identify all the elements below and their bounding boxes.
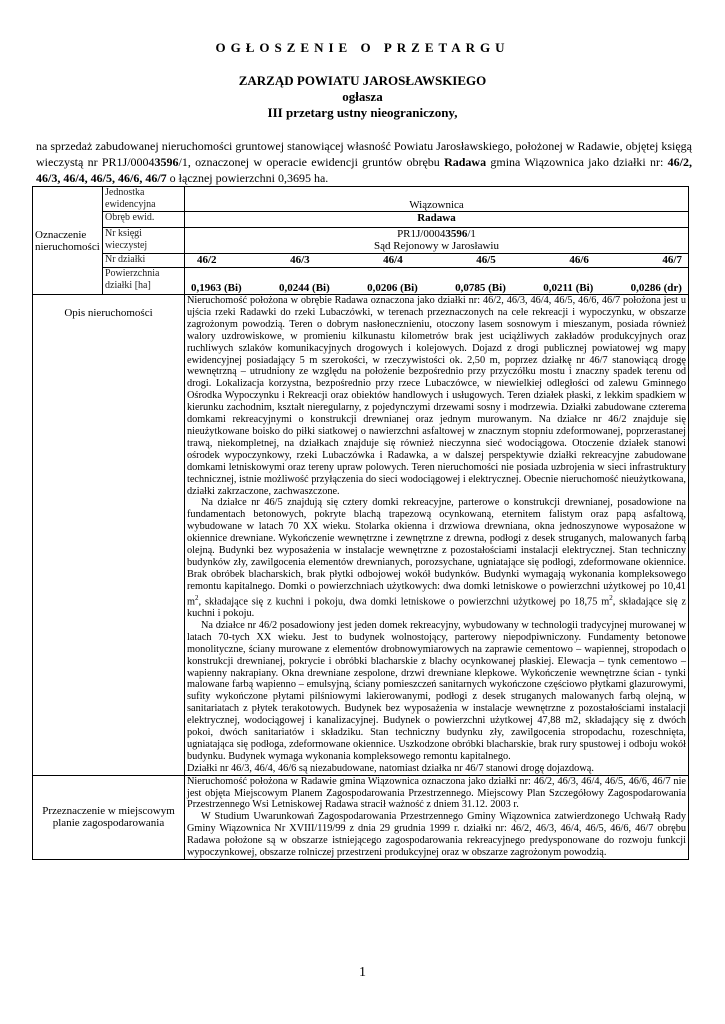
areas-list — [187, 282, 686, 294]
przezn-paragraph-1: Nieruchomość położona w Radawie gmina Wiązownica oznaczona jako działki nr: 46/2, 46/3, 46/4, 46/5, 46/6, 46/7 nie jest objęta Miejscowym Planem Zagospodarowania Przestrzennego. Miejscowy Plan Szczegółowy Zagospodarowania Przestrzennego Wsi Letniskowej Radawa stracił ważność z dniem 31.12. 2003 r. — [187, 775, 686, 811]
auction-type: III przetarg ustny nieograniczony, — [267, 105, 458, 120]
kw-value — [187, 228, 686, 240]
obreb-value: Radawa — [185, 212, 689, 228]
organization-name: ZARZĄD POWIATU JAROSŁAWSKIEGO — [238, 73, 487, 88]
plot-area: 0,0206 (Bi) — [367, 282, 418, 294]
plot-number: 46/3 — [290, 254, 310, 266]
kw-part-a: PR1J/0004 — [397, 228, 446, 240]
przeznaczenie-text — [185, 775, 689, 859]
plot-area: 0,0286 (dr) — [630, 282, 682, 294]
opis-text — [185, 295, 689, 776]
jednostka-value: Wiązownica — [185, 187, 689, 212]
jednostka-label: Jednostka ewidencyjna — [103, 187, 185, 212]
property-table — [32, 186, 689, 860]
table-row — [33, 212, 689, 228]
superscript: 2 — [195, 593, 199, 602]
intro-plots-bold: 46/2, 46/3, 46/4, 46/5, 46/6, 46/7 — [36, 155, 692, 185]
plot-number: 46/4 — [383, 254, 403, 266]
przeznaczenie-label: Przeznaczenie w miejscowym planie zagospodarowania — [33, 775, 185, 859]
page-number: 1 — [359, 965, 366, 980]
intro-paragraph — [36, 138, 692, 186]
plot-area: 0,1963 (Bi) — [191, 282, 242, 294]
opis-p2-part: Na działce nr 46/5 znajdują się cztery domki rekreacyjne, parterowe o konstrukcji drewnianej, posadowione na fundamentach betonowych, pokryte blachą trapezową ocynkowaną, eternitem falistym oraz papą asfaltową, wybudowane w latach 70 XX wieku. Stolarka okienna i drzwiowa drewniana, okna jednoszynowe wyposażone w okiennice drewniane. Wykończenie wewnętrzne i zewnętrzne z drewna, podłogi z desek struganych, malowanych farbą olejną. Budynki bez wyposażenia w instalacje wewnętrzne z pozostałościami instalacji elektrycznej. Stan techniczny budynków zły, zawilgocenia elementów drewnianych, porozsychane, ugniatające się podłogi, zdeformowane okiennice. Brak obróbek blacharskich, brak płytki odbojowej wokół budynków. Budynki wymagają wykonania kompleksowego remontu kapitalnego. Domki o powierzchniach użytkowych: dwa domki letniskowe o powierzchni użytkowej po 10,41 m — [187, 497, 686, 608]
announcement-title: OGŁOSZENIE O PRZETARGU — [215, 40, 510, 55]
opis-paragraph-1: Nieruchomość położona w obrębie Radawa oznaczona jako działki nr: 46/2, 46/3, 46/4, 46/5, 46/6, 46/7 położona jest u ujścia rzeki Radawki do rzeki Lubaczówki, w terenach przeznaczonych na cele rekreacji i wypoczynku, w obszarze zagrożonym powodzią. Teren o dobrym nasłonecznieniu, otoczony lasem sosnowym i mieszanym, posiada również walory uzdrowiskowe, w promieniu kilkunastu kilometrów brak jest uciążliwych zakładów produkcyjnych oraz ruchliwych szlaków komunikacyjnych drogowych i kolejowych. Dojazd z drogi publicznej powiatowej wg mapy ewidencyjnej posiadający 5 m szerokości, w rzeczywistości ok. 2,50 m, poprzez działkę nr 46/7 stanowiącą drogę wewnętrzną – utrudniony ze względu na położenie bezpośrednio przy przyczółku mostu i znaczny spadek terenu od drogi. Lokalizacja korzystna, bezpośrednio przy rzece Lubaczówce, w niewielkiej odległości od zalewu Gminnego Ośrodka Wypoczynku i Rekreacji oraz obiektów handlowych i usługowych. Teren działek płaski, z lekkim spadkiem w kierunku zachodnim, kształt nieregularny, z pojedynczymi drzewami sosny i modrzewia. Działki zabudowane czterema domkami rekreacyjnymi o konstrukcji drewnianej oraz jednym murowanym. Na działce nr 46/2 znajduje się nieużytkowane boisko do piłki siatkowej o nawierzchni asfaltowej w znacznym stopniu zdeformowanej, poprzerastanej trawą, niekompletnej, na działkach znajduje się również nieczynna sieć wodociągowa. Otoczenie działek stanowi ośrodek wypoczynkowy, rzeki Lubaczówka i Radawka, a w dalszej perspektywie działki rekreacyjne zabudowane domkami letniskowymi oraz tereny upraw polowych. Teren nieruchomości nie posiada uzbrojenia w sieci infrastruktury technicznej, istnie możliwość przyłączenia do sieci wodociągowej i elektrycznej. Obecnie nieruchomość nieużytkowana, działki zakrzaczone, zachwaszczone. — [187, 295, 686, 497]
intro-text-2: /1, oznaczonej w operacie ewidencji gruntów obrębu — [178, 155, 445, 169]
plot-number: 46/2 — [197, 254, 217, 266]
areas-cell — [185, 268, 689, 295]
plot-number: 46/7 — [662, 254, 682, 266]
plots-list — [187, 254, 686, 266]
plot-number: 46/5 — [476, 254, 496, 266]
oznaczenie-label: Oznaczenie nieruchomości — [33, 187, 103, 295]
intro-text-1: na sprzedaż zabudowanej nieruchomości gruntowej stanowiącej własność Powiatu Jarosławskiego, położonej w Radawie, objętej księgą wieczystą nr PR1J/0004 — [36, 139, 692, 169]
opis-paragraph-3: Na działce nr 46/2 posadowiony jest jeden domek rekreacyjny, wybudowany w technologii tradycyjnej murowanej w latach 70-tych XX wieku. Jest to budynek wolnostojący, parterowy niepodpiwniczony. Fundamenty betonowe monolityczne, ściany murowane z elementów drobnowymiarowych na zaprawie cementowo – wapiennej, stropodach o konstrukcji drewnianej, pokrycie i obróbki blacharskie z blachy ocynkowanej płaskiej. Elewacja – tynk cementowo – wapienny nakrapiany. Okna drewniane zespolone, drzwi drewniane klepkowe. Wykończenie wewnętrzne ścian - tynki malowane farbą wapienno – emulsyjną, ściany pomieszczeń sanitarnych wykończone częściowo płytkami glazurowymi, sufity wykończone płytami pilśniowymi lakierowanymi, podłogi z desek struganych malowanych farbą olejną, w sanitariatach z płytek terakotowych. Budynek bez wyposażenia w instalacje wewnętrzne z pozostałościami instalacji elektrycznej, wodociągowej i kanalizacyjnej. Budynek o powierzchni użytkowej 47,88 m2, składający się z dwóch pokoi, dwóch sanitariatów i składziku. Stan techniczny budynku zły, zawilgocenia stropodachu, rozeschnięta, ugniatająca się podłoga, zdeformowane okiennice. Uszkodzone obróbki blacharskie, brak rury spustowej i odboju wokół budynku. Budynek wymaga wykonania kompleksowego remontu kapitalnego. — [187, 619, 686, 762]
table-row — [33, 268, 689, 295]
opis-label: Opis nieruchomości — [33, 295, 185, 776]
plots-cell — [185, 254, 689, 268]
dzialki-label: Nr działki — [103, 254, 185, 268]
court-name: Sąd Rejonowy w Jarosławiu — [374, 240, 499, 252]
opis-p2-part: , składające się z kuchni i pokoju. — [187, 596, 687, 619]
table-row — [33, 228, 689, 254]
plot-number: 46/6 — [569, 254, 589, 266]
kw-part-c: /1 — [467, 228, 476, 240]
kw-value-cell — [185, 228, 689, 254]
table-row — [33, 295, 689, 776]
kw-part-b: 3596 — [445, 228, 468, 240]
plot-area: 0,0211 (Bi) — [543, 282, 594, 294]
przezn-paragraph-2: W Studium Uwarunkowań Zagospodarowania Przestrzennego Gminy Wiązownica zatwierdzonego Uchwałą Rady Gminy Wiązownica Nr XVIII/119/99 z dnia 29 grudnia 1999 r. działki nr: 46/2, 46/3, 46/4, 46/5, 46/6, 46/7 obrębu Radawa położone są w obszarze istniejącego zagospodarowania rekreacyjnego predysponowane do rozwoju funkcji wypoczynkowej, obszarze rolniczej przestrzeni produkcyjnej oraz w obszarze zagrożonym powodzią. — [187, 811, 686, 859]
table-row — [33, 254, 689, 268]
table-row — [33, 187, 689, 212]
superscript: 2 — [609, 593, 613, 602]
intro-text-4: o łącznej powierzchni 0,3695 ha. — [166, 171, 329, 185]
table-row — [33, 775, 689, 859]
opis-paragraph-4: Działki nr 46/3, 46/4, 46/6 są niezabudowane, natomiast działka nr 46/7 stanowi drogę dojazdową. — [187, 762, 594, 774]
intro-text-3: gmina Wiązownica jako działki nr: — [486, 155, 668, 169]
plot-area: 0,0785 (Bi) — [455, 282, 506, 294]
announces-text: ogłasza — [342, 89, 383, 104]
intro-kw-bold: 3596 — [154, 155, 179, 169]
plot-area: 0,0244 (Bi) — [279, 282, 330, 294]
kw-label: Nr księgi wieczystej — [103, 228, 185, 254]
obreb-label: Obręb ewid. — [103, 212, 185, 228]
opis-p2-part: , składające się z kuchni i pokoju, dwa domki letniskowe o powierzchni użytkowej po 18,75 m — [198, 596, 610, 608]
area-label: Powierzchnia działki [ha] — [103, 268, 185, 295]
intro-obreb-bold: Radawa — [444, 155, 487, 169]
opis-paragraph-2 — [187, 497, 686, 619]
